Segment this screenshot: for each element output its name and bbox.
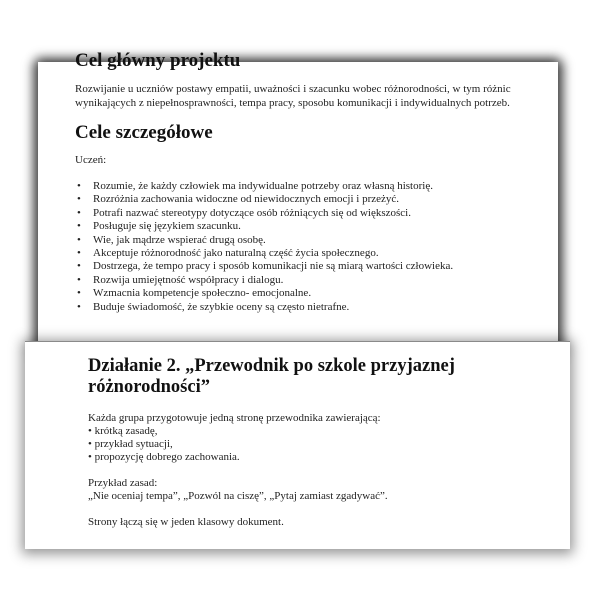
bullet-icon: •	[77, 273, 81, 286]
list-item	[77, 247, 545, 260]
bullet-icon: •	[77, 180, 81, 192]
bullet-icon: •	[77, 193, 81, 206]
list-item	[77, 300, 545, 314]
goal-text: Rozwija umiejętność współpracy i dialogu.	[93, 273, 284, 286]
list-item: • przykład sytuacji,	[88, 438, 173, 450]
goal-text: Rozróżnia zachowania widoczne od niewidocznych emocji i przeżyć.	[93, 193, 400, 206]
list-item	[77, 233, 545, 247]
list-item	[77, 180, 545, 193]
specific-goals-heading: Cele szczegółowe	[75, 122, 213, 143]
bullet-icon: •	[77, 206, 81, 219]
action-heading	[88, 356, 548, 398]
bullet-icon: •	[77, 220, 81, 233]
goal-text: Rozumie, że każdy człowiek ma indywidualne potrzeby oraz własną historię.	[93, 180, 433, 192]
document-page-goals	[38, 50, 558, 352]
action-heading-line-1: Działanie 2. „Przewodnik po szkole przyjaznej	[88, 356, 455, 376]
main-goal-text: Rozwijanie u uczniów postawy empatii, uważności i szacunku wobec różnorodności, w tym różnic wynikających z niepełnosprawności, tempa pracy, sposobu komunikacji i indywidualnych potrzeb.	[75, 83, 511, 109]
action-heading-line-2: różnorodności”	[88, 377, 210, 397]
closing-text: Strony łączą się w jeden klasowy dokument.	[88, 516, 284, 528]
goal-text: Akceptuje różnorodność jako naturalną część życia społecznego.	[93, 247, 379, 260]
bullet-icon: •	[77, 287, 81, 300]
goal-text: Wzmacnia kompetencje społeczno- emocjonalne.	[93, 287, 312, 300]
page-content	[75, 50, 545, 314]
bullet-icon: •	[77, 300, 81, 313]
list-item: • propozycję dobrego zachowania.	[88, 451, 240, 463]
goal-text: Wie, jak mądrze wspierać drugą osobę.	[93, 233, 266, 246]
bullet-icon: •	[77, 233, 81, 246]
document-page-action	[25, 341, 570, 549]
example-label: Przykład zasad:	[88, 477, 158, 489]
list-item	[77, 206, 545, 220]
goal-text: Posługuje się językiem szacunku.	[93, 220, 241, 233]
list-item	[77, 260, 545, 273]
list-item	[77, 193, 545, 206]
goal-text: Buduje świadomość, że szybkie oceny są często nietrafne.	[93, 300, 350, 313]
main-goal-heading: Cel główny projektu	[75, 50, 241, 71]
page-content	[88, 356, 548, 529]
list-item	[77, 220, 545, 233]
action-description: Każda grupa przygotowuje jedną stronę przewodnika zawierającą:	[88, 412, 381, 424]
student-label: Uczeń:	[75, 154, 107, 166]
list-item: • krótką zasadę,	[88, 425, 158, 437]
example-block	[88, 477, 548, 503]
goal-text: Potrafi nazwać stereotypy dotyczące osób różniących się od większości.	[93, 206, 411, 219]
list-item	[77, 287, 545, 300]
list-item	[77, 273, 545, 287]
specific-goals-list	[75, 180, 545, 314]
goal-text: Dostrzega, że tempo pracy i sposób komunikacji nie są miarą wartości człowieka.	[93, 260, 454, 273]
example-rules: „Nie oceniaj tempa”, „Pozwól na ciszę”, „Pytaj zamiast zgadywać”.	[88, 490, 388, 502]
bullet-icon: •	[77, 260, 81, 273]
bullet-icon: •	[77, 247, 81, 260]
action-description-block	[88, 412, 548, 464]
